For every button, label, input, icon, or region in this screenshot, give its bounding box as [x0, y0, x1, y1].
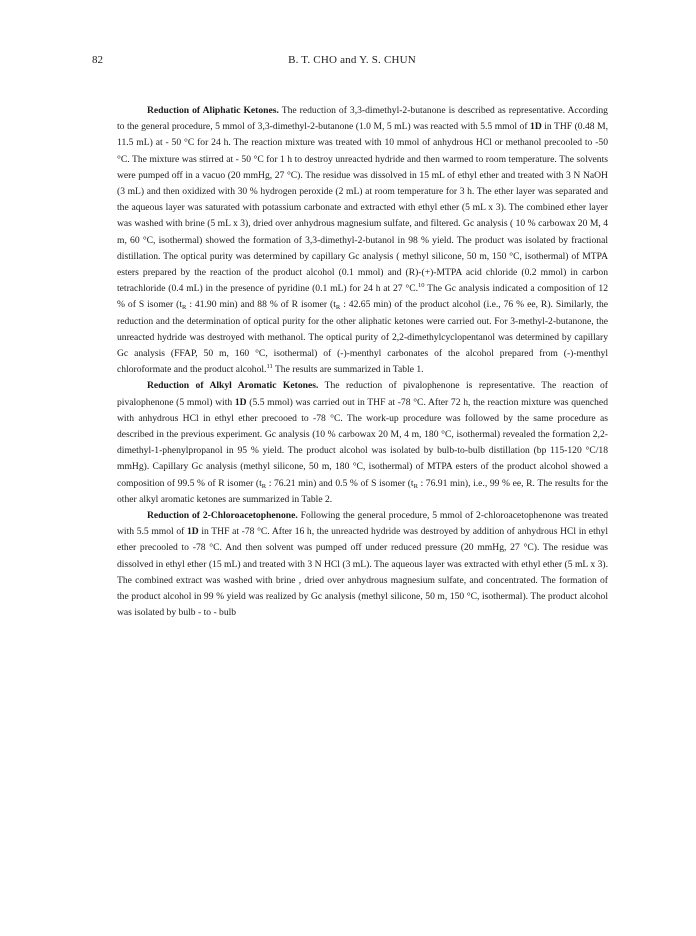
subscript: R: [335, 304, 341, 312]
paragraph-alkyl-aromatic-ketones: Reduction of Alkyl Aromatic Ketones. The reduction of pivalophenone is representative. The reaction of pivalophenone (5 mmol) with 1D (5.5 mmol) was carried out in THF at -78 °C. After 72 h, the reaction mixture was quenched with anhydrous HCl in ethyl ether precooed to -78 °C. The work-up procedure was followed by the same procedure as described in the previous experiment. Gc analysis (10 % carbowax 20 M, 4 m, 180 °C, isothermal) revealed the formation 2,2-dimethyl-1-phenylpropanol in 95 % yield. The product alcohol was isolated by bulb-to-bulb distillation (bp 115-120 °C/18 mmHg). Capillary Gc analysis (methyl silicone, 50 m, 180 °C, isothermal) of MTPA esters of the product alcohol showed a composition of 99.5 % of R isomer ($t_R$ : 76.21 min) and 0.5 % of S isomer ($t_R$ : 76.91 min), i.e., 99 % ee, R. The results for the other alkyl aromatic ketones are summarized in Table 2.: [117, 380, 608, 505]
section-heading: Reduction of Alkyl Aromatic Ketones.: [147, 380, 319, 392]
reference-superscript: 10: [418, 282, 425, 290]
subscript: R: [261, 482, 267, 490]
paragraph-aliphatic-ketones: Reduction of Aliphatic Ketones. The reduction of 3,3-dimethyl-2-butanone is described as representative. According to the general procedure, 5 mmol of 3,3-dimethyl-2-butanone (1.0 M, 5 mL) was reacted with 5.5 mmol of 1D in THF (0.48 M, 11.5 mL) at - 50 °C for 24 h. The reaction mixture was treated with 10 mmol of anhydrous HCl or methanol precooled to -50 °C. The mixture was stirred at - 50 °C for 1 h to destroy unreacted hydride and then warmed to room temperature. The solvents were pumped off in a vacuo (20 mmHg, 27 °C). The residue was dissolved in 15 mL of ethyl ether and treated with 3 N NaOH (3 mL) and then oxidized with 30 % hydrogen peroxide (2 mL) at room temperature for 3 h. The ether layer was separated and the aqueous layer was saturated with potassium carbonate and extracted with ethyl ether (5 mL x 3). The combined ether layer was washed with brine (5 mL x 3), dried over anhydrous magnesium sulfate, and filtered. Gc analysis ( 10 % carbowax 20 M, 4 m, 60 °C, isothermal) showed the formation of 3,3-dimethyl-2-butanol in 98 % yield. The product was isolated by fractional distillation. The optical purity was determined by capillary Gc analysis ( methyl silicone, 50 m, 150 °C, isothermal) of MTPA esters prepared by the reaction of the product alcohol (0.1 mmol) and (R)-(+)-MTPA acid chloride (0.2 mmol) in carbon tetrachloride (0.4 mL) in the presence of pyridine (0.1 mL) for 24 h at 27 °C.$^{10}$ The Gc analysis indicated a composition of 12 % of S isomer ($t_R$ : 41.90 min) and 88 % of R isomer ($t_R$ : 42.65 min) of the product alcohol (i.e., 76 % ee, R). Similarly, the reduction and the determination of optical purity for the other aliphatic ketones were carried out. For 3-methyl-2-butanone, the unreacted hydride was destroyed with methanol. The optical purity of 2,2-dimethylcyclopentanol was determined by capillary Gc analysis (FFAP, 50 m, 160 °C, isothermal) of (-)-menthyl carbonates of the alcohol prepared from (-)-menthyl chloroformate and the product alcohol.$^{11}$ The results are summarized in Table 1.: [117, 105, 609, 376]
page-number: 82: [92, 54, 103, 66]
subscript: R: [182, 304, 187, 312]
compound-label: 1D: [530, 121, 542, 133]
compound-label: 1D: [187, 526, 199, 538]
compound-label: 1D: [234, 396, 247, 408]
article-body: [117, 103, 608, 622]
running-head: B. T. CHO and Y. S. CHUN: [288, 54, 416, 66]
paragraph-2-chloroacetophenone: Reduction of 2-Chloroacetophenone. Following the general procedure, 5 mmol of 2-chloroacetophenone was treated with 5.5 mmol of 1D in THF at -78 °C. After 16 h, the unreacted hydride was destroyed by addition of anhydrous HCl in ethyl ether precooled to -78 °C. And then solvent was pumped off under reduced pressure (20 mmHg, 27 °C). The residue was dissolved in ethyl ether (15 mL) and treated with 3 N HCl (3 mL). The aqueous layer was extracted with ethyl ether (5 mL x 3). The combined extract was washed with brine , dried over anhydrous magnesium sulfate, and concentrated. The formation of the product alcohol in 99 % yield was realized by Gc analysis (methyl silicone, 50 m, 150 °C, isothermal). The product alcohol was isolated by bulb - to - bulb: [117, 510, 609, 619]
section-heading: Reduction of 2-Chloroacetophenone.: [147, 510, 298, 522]
section-heading: Reduction of Aliphatic Ketones.: [147, 105, 279, 116]
page-header: [92, 54, 612, 72]
reference-superscript: 11: [266, 363, 273, 371]
subscript: R: [413, 482, 418, 490]
